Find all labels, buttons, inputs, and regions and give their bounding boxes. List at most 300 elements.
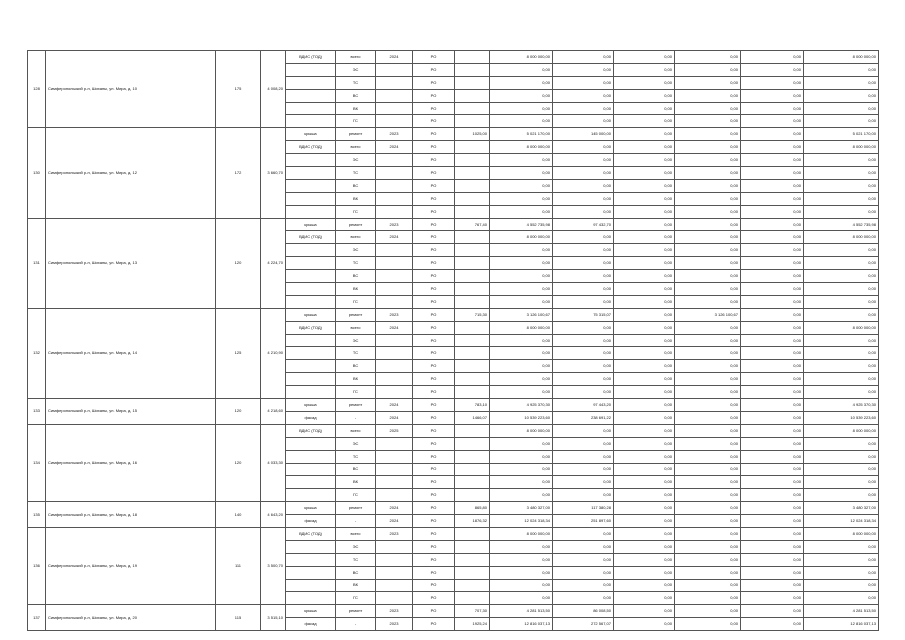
row-cost3-cell: 0,00 <box>675 141 741 154</box>
row-sum-cell: 0,00 <box>804 270 879 283</box>
row-subtype-cell: всего <box>336 321 376 334</box>
row-type-cell <box>286 463 336 476</box>
row-total-cell: 8 000 000,00 <box>490 141 553 154</box>
row-type-cell: фасад <box>286 618 336 631</box>
row-cost4-cell: 0,00 <box>741 360 804 373</box>
row-subtype-cell: ВС <box>336 179 376 192</box>
row-sum-cell: 0,00 <box>804 386 879 399</box>
row-cost2-cell: 0,00 <box>614 592 675 605</box>
row-sum-cell: 0,00 <box>804 167 879 180</box>
row-sum-cell: 0,00 <box>804 463 879 476</box>
row-area-cell: 767,40 <box>455 218 490 231</box>
row-cost1-cell: 0,00 <box>553 373 614 386</box>
row-subtype-cell: ЭС <box>336 334 376 347</box>
row-cost4-cell: 0,00 <box>741 411 804 424</box>
row-year-cell <box>376 450 413 463</box>
row-unit-cell: РО <box>413 463 455 476</box>
record-area: 4 224,70 <box>261 218 286 308</box>
row-total-cell: 3 480 327,00 <box>490 502 553 515</box>
record-count: 120 <box>216 399 261 425</box>
row-sum-cell: 0,00 <box>804 579 879 592</box>
row-cost4-cell: 0,00 <box>741 373 804 386</box>
row-subtype-cell: ВК <box>336 476 376 489</box>
row-subtype-cell: ВК <box>336 579 376 592</box>
row-sum-cell: 0,00 <box>804 192 879 205</box>
row-sum-cell: 0,00 <box>804 179 879 192</box>
row-sum-cell: 12 816 037,13 <box>804 618 879 631</box>
data-table <box>27 50 879 631</box>
row-subtype-cell: - <box>336 515 376 528</box>
record-number: 133 <box>28 399 46 425</box>
row-unit-cell: РО <box>413 244 455 257</box>
row-subtype-cell: всего <box>336 51 376 64</box>
row-area-cell <box>455 553 490 566</box>
row-total-cell: 0,00 <box>490 386 553 399</box>
record-address: Симферопольский р-н, Шиханы, ул. Мира, д. 18 <box>46 502 216 528</box>
row-cost4-cell: 0,00 <box>741 244 804 257</box>
row-type-cell <box>286 476 336 489</box>
record-area: 4 210,90 <box>261 308 286 398</box>
row-cost4-cell: 0,00 <box>741 399 804 412</box>
row-sum-cell: 0,00 <box>804 476 879 489</box>
row-total-cell: 3 126 100,67 <box>490 308 553 321</box>
row-unit-cell: РО <box>413 592 455 605</box>
row-type-cell: фасад <box>286 411 336 424</box>
row-cost1-cell: 0,00 <box>553 386 614 399</box>
row-year-cell <box>376 179 413 192</box>
row-total-cell: 0,00 <box>490 115 553 128</box>
row-year-cell <box>376 386 413 399</box>
row-sum-cell: 0,00 <box>804 334 879 347</box>
row-unit-cell: РО <box>413 411 455 424</box>
record-address: Симферопольский р-н, Шиханы, ул. Мира, д. 14 <box>46 308 216 398</box>
row-cost4-cell: 0,00 <box>741 386 804 399</box>
row-cost3-cell: 0,00 <box>675 179 741 192</box>
row-unit-cell: РО <box>413 115 455 128</box>
row-cost3-cell: 0,00 <box>675 411 741 424</box>
record-count: 115 <box>216 605 261 631</box>
row-type-cell: ВДИС (ТОД) <box>286 51 336 64</box>
row-area-cell <box>455 51 490 64</box>
row-cost1-cell: 0,00 <box>553 489 614 502</box>
row-cost4-cell: 0,00 <box>741 566 804 579</box>
row-cost2-cell: 0,00 <box>614 540 675 553</box>
row-type-cell <box>286 115 336 128</box>
row-cost1-cell: 0,00 <box>553 527 614 540</box>
row-sum-cell: 8 000 000,00 <box>804 527 879 540</box>
row-area-cell <box>455 244 490 257</box>
row-cost1-cell: 0,00 <box>553 192 614 205</box>
row-cost4-cell: 0,00 <box>741 154 804 167</box>
row-unit-cell: РО <box>413 502 455 515</box>
row-area-cell <box>455 63 490 76</box>
row-area-cell: 1925,24 <box>455 618 490 631</box>
row-sum-cell: 0,00 <box>804 592 879 605</box>
row-cost3-cell: 0,00 <box>675 618 741 631</box>
row-year-cell <box>376 115 413 128</box>
row-total-cell: 0,00 <box>490 437 553 450</box>
row-year-cell: 2023 <box>376 218 413 231</box>
row-sum-cell: 0,00 <box>804 244 879 257</box>
row-year-cell: 2024 <box>376 411 413 424</box>
row-unit-cell: РО <box>413 76 455 89</box>
row-unit-cell: РО <box>413 373 455 386</box>
row-subtype-cell: ремонт <box>336 128 376 141</box>
row-cost1-cell: 0,00 <box>553 102 614 115</box>
record-count: 175 <box>216 51 261 128</box>
row-type-cell: крыша <box>286 605 336 618</box>
row-unit-cell: РО <box>413 605 455 618</box>
row-unit-cell: РО <box>413 283 455 296</box>
row-cost2-cell: 0,00 <box>614 502 675 515</box>
row-sum-cell: 0,00 <box>804 489 879 502</box>
row-area-cell <box>455 334 490 347</box>
row-year-cell <box>376 89 413 102</box>
row-subtype-cell: ТС <box>336 347 376 360</box>
row-cost4-cell: 0,00 <box>741 424 804 437</box>
row-subtype-cell: ВС <box>336 566 376 579</box>
row-total-cell: 0,00 <box>490 205 553 218</box>
row-unit-cell: РО <box>413 192 455 205</box>
table-row <box>28 399 879 412</box>
table-row <box>28 308 879 321</box>
row-area-cell <box>455 386 490 399</box>
row-subtype-cell: ГС <box>336 489 376 502</box>
row-total-cell: 0,00 <box>490 540 553 553</box>
row-type-cell: крыша <box>286 308 336 321</box>
row-cost3-cell: 0,00 <box>675 347 741 360</box>
row-sum-cell: 0,00 <box>804 308 879 321</box>
row-cost2-cell: 0,00 <box>614 411 675 424</box>
row-cost1-cell: 0,00 <box>553 553 614 566</box>
row-unit-cell: РО <box>413 295 455 308</box>
row-sum-cell: 0,00 <box>804 63 879 76</box>
row-cost3-cell: 0,00 <box>675 437 741 450</box>
row-year-cell <box>376 192 413 205</box>
row-cost4-cell: 0,00 <box>741 205 804 218</box>
row-cost2-cell: 0,00 <box>614 373 675 386</box>
row-area-cell: 865,80 <box>455 502 490 515</box>
table-row <box>28 527 879 540</box>
row-total-cell: 0,00 <box>490 192 553 205</box>
row-cost1-cell: 0,00 <box>553 450 614 463</box>
row-type-cell: крыша <box>286 218 336 231</box>
row-total-cell: 4 281 513,50 <box>490 605 553 618</box>
row-area-cell <box>455 154 490 167</box>
row-cost4-cell: 0,00 <box>741 515 804 528</box>
row-cost2-cell: 0,00 <box>614 244 675 257</box>
row-total-cell: 0,00 <box>490 592 553 605</box>
row-cost2-cell: 0,00 <box>614 476 675 489</box>
row-subtype-cell: ремонт <box>336 308 376 321</box>
row-cost3-cell: 0,00 <box>675 515 741 528</box>
record-count: 120 <box>216 424 261 501</box>
row-type-cell <box>286 566 336 579</box>
row-area-cell <box>455 463 490 476</box>
row-cost2-cell: 0,00 <box>614 141 675 154</box>
row-subtype-cell: - <box>336 411 376 424</box>
row-subtype-cell: ВК <box>336 192 376 205</box>
row-sum-cell: 0,00 <box>804 283 879 296</box>
row-type-cell <box>286 592 336 605</box>
row-subtype-cell: ГС <box>336 386 376 399</box>
row-cost2-cell: 0,00 <box>614 579 675 592</box>
row-unit-cell: РО <box>413 540 455 553</box>
row-cost3-cell: 0,00 <box>675 192 741 205</box>
row-unit-cell: РО <box>413 360 455 373</box>
row-cost3-cell: 3 126 100,67 <box>675 308 741 321</box>
row-year-cell <box>376 295 413 308</box>
row-year-cell <box>376 244 413 257</box>
row-type-cell <box>286 283 336 296</box>
row-cost4-cell: 0,00 <box>741 167 804 180</box>
row-cost3-cell: 0,00 <box>675 128 741 141</box>
row-cost2-cell: 0,00 <box>614 334 675 347</box>
row-cost1-cell: 0,00 <box>553 476 614 489</box>
row-type-cell <box>286 489 336 502</box>
row-area-cell <box>455 102 490 115</box>
row-total-cell: 0,00 <box>490 373 553 386</box>
row-area-cell <box>455 450 490 463</box>
row-cost2-cell: 0,00 <box>614 231 675 244</box>
row-area-cell <box>455 437 490 450</box>
row-cost3-cell: 0,00 <box>675 76 741 89</box>
row-type-cell <box>286 540 336 553</box>
row-cost4-cell: 0,00 <box>741 89 804 102</box>
row-area-cell <box>455 489 490 502</box>
row-cost3-cell: 0,00 <box>675 527 741 540</box>
row-cost4-cell: 0,00 <box>741 76 804 89</box>
record-address: Симферопольский р-н, Шиханы, ул. Мира, д. 13 <box>46 218 216 308</box>
row-cost1-cell: 0,00 <box>553 179 614 192</box>
row-type-cell: крыша <box>286 502 336 515</box>
row-year-cell: 2023 <box>376 128 413 141</box>
row-cost3-cell: 0,00 <box>675 51 741 64</box>
row-cost1-cell: 75 315,07 <box>553 308 614 321</box>
row-area-cell <box>455 179 490 192</box>
record-area: 3 500,70 <box>261 527 286 604</box>
row-cost3-cell: 0,00 <box>675 463 741 476</box>
row-cost3-cell: 0,00 <box>675 476 741 489</box>
row-cost2-cell: 0,00 <box>614 553 675 566</box>
row-sum-cell: 8 000 000,00 <box>804 321 879 334</box>
row-unit-cell: РО <box>413 308 455 321</box>
row-cost1-cell: 0,00 <box>553 424 614 437</box>
row-cost2-cell: 0,00 <box>614 605 675 618</box>
row-total-cell: 0,00 <box>490 334 553 347</box>
row-year-cell <box>376 334 413 347</box>
row-cost4-cell: 0,00 <box>741 270 804 283</box>
row-unit-cell: РО <box>413 424 455 437</box>
row-cost1-cell: 0,00 <box>553 63 614 76</box>
row-year-cell <box>376 566 413 579</box>
row-cost1-cell: 251 897,60 <box>553 515 614 528</box>
row-subtype-cell: всего <box>336 424 376 437</box>
record-number: 135 <box>28 502 46 528</box>
row-sum-cell: 4 552 735,98 <box>804 218 879 231</box>
row-type-cell <box>286 334 336 347</box>
row-unit-cell: РО <box>413 566 455 579</box>
row-cost3-cell: 0,00 <box>675 270 741 283</box>
row-year-cell <box>376 360 413 373</box>
row-cost2-cell: 0,00 <box>614 386 675 399</box>
row-total-cell: 8 000 000,00 <box>490 424 553 437</box>
row-unit-cell: РО <box>413 386 455 399</box>
row-cost3-cell: 0,00 <box>675 102 741 115</box>
row-total-cell: 12 816 037,13 <box>490 618 553 631</box>
row-type-cell <box>286 347 336 360</box>
row-total-cell: 8 000 000,00 <box>490 321 553 334</box>
row-unit-cell: РО <box>413 231 455 244</box>
row-type-cell: ВДИС (ТОД) <box>286 527 336 540</box>
row-total-cell: 8 000 000,00 <box>490 231 553 244</box>
row-cost4-cell: 0,00 <box>741 579 804 592</box>
record-area: 4 033,30 <box>261 424 286 501</box>
row-area-cell <box>455 167 490 180</box>
row-subtype-cell: ГС <box>336 115 376 128</box>
row-subtype-cell: ВС <box>336 360 376 373</box>
row-cost4-cell: 0,00 <box>741 553 804 566</box>
row-subtype-cell: ВК <box>336 373 376 386</box>
row-subtype-cell: ВС <box>336 463 376 476</box>
row-total-cell: 8 000 000,00 <box>490 527 553 540</box>
record-count: 125 <box>216 308 261 398</box>
row-cost1-cell: 0,00 <box>553 334 614 347</box>
row-unit-cell: РО <box>413 553 455 566</box>
record-number: 136 <box>28 527 46 604</box>
table-row <box>28 502 879 515</box>
row-year-cell: 2024 <box>376 141 413 154</box>
row-cost2-cell: 0,00 <box>614 295 675 308</box>
row-year-cell: 2024 <box>376 502 413 515</box>
row-cost3-cell: 0,00 <box>675 553 741 566</box>
row-area-cell: 783,10 <box>455 399 490 412</box>
row-sum-cell: 0,00 <box>804 89 879 102</box>
row-cost2-cell: 0,00 <box>614 283 675 296</box>
row-area-cell <box>455 373 490 386</box>
row-total-cell: 0,00 <box>490 89 553 102</box>
row-cost1-cell: 0,00 <box>553 76 614 89</box>
row-cost4-cell: 0,00 <box>741 347 804 360</box>
row-area-cell <box>455 231 490 244</box>
row-subtype-cell: ТС <box>336 257 376 270</box>
row-total-cell: 5 021 170,00 <box>490 128 553 141</box>
row-cost3-cell: 0,00 <box>675 89 741 102</box>
row-sum-cell: 0,00 <box>804 566 879 579</box>
row-cost3-cell: 0,00 <box>675 283 741 296</box>
row-cost1-cell: 0,00 <box>553 244 614 257</box>
row-sum-cell: 0,00 <box>804 295 879 308</box>
row-total-cell: 0,00 <box>490 257 553 270</box>
row-sum-cell: 0,00 <box>804 553 879 566</box>
row-unit-cell: РО <box>413 154 455 167</box>
row-total-cell: 4 552 735,98 <box>490 218 553 231</box>
row-cost3-cell: 0,00 <box>675 605 741 618</box>
row-cost4-cell: 0,00 <box>741 618 804 631</box>
row-area-cell <box>455 115 490 128</box>
row-cost2-cell: 0,00 <box>614 192 675 205</box>
row-cost3-cell: 0,00 <box>675 424 741 437</box>
row-unit-cell: РО <box>413 334 455 347</box>
row-total-cell: 0,00 <box>490 154 553 167</box>
row-year-cell <box>376 76 413 89</box>
row-area-cell: 715,30 <box>455 308 490 321</box>
row-cost1-cell: 97 443,20 <box>553 399 614 412</box>
row-cost1-cell: 0,00 <box>553 540 614 553</box>
row-cost2-cell: 0,00 <box>614 257 675 270</box>
row-total-cell: 0,00 <box>490 76 553 89</box>
row-cost2-cell: 0,00 <box>614 399 675 412</box>
row-type-cell <box>286 270 336 283</box>
row-subtype-cell: ЭС <box>336 540 376 553</box>
row-sum-cell: 0,00 <box>804 347 879 360</box>
row-unit-cell: РО <box>413 89 455 102</box>
row-cost4-cell: 0,00 <box>741 218 804 231</box>
record-count: 120 <box>216 218 261 308</box>
row-subtype-cell: ТС <box>336 76 376 89</box>
row-cost3-cell: 0,00 <box>675 231 741 244</box>
row-cost2-cell: 0,00 <box>614 205 675 218</box>
row-area-cell: 1876,32 <box>455 515 490 528</box>
row-subtype-cell: всего <box>336 527 376 540</box>
row-year-cell <box>376 347 413 360</box>
table-row <box>28 424 879 437</box>
row-unit-cell: РО <box>413 515 455 528</box>
row-cost3-cell: 0,00 <box>675 244 741 257</box>
row-area-cell <box>455 141 490 154</box>
row-type-cell <box>286 437 336 450</box>
record-number: 128 <box>28 51 46 128</box>
row-unit-cell: РО <box>413 257 455 270</box>
row-type-cell <box>286 257 336 270</box>
row-cost1-cell: 272 567,07 <box>553 618 614 631</box>
row-subtype-cell: ЭС <box>336 437 376 450</box>
row-cost2-cell: 0,00 <box>614 89 675 102</box>
row-cost2-cell: 0,00 <box>614 76 675 89</box>
row-type-cell <box>286 360 336 373</box>
row-area-cell <box>455 192 490 205</box>
row-cost1-cell: 0,00 <box>553 51 614 64</box>
row-subtype-cell: ТС <box>336 450 376 463</box>
table-row <box>28 51 879 64</box>
row-unit-cell: РО <box>413 102 455 115</box>
row-year-cell: 2023 <box>376 605 413 618</box>
row-sum-cell: 4 925 370,30 <box>804 399 879 412</box>
record-address: Симферопольский р-н, Шиханы, ул. Мира, д. 19 <box>46 527 216 604</box>
row-cost1-cell: 145 000,00 <box>553 128 614 141</box>
row-cost3-cell: 0,00 <box>675 63 741 76</box>
row-cost1-cell: 0,00 <box>553 295 614 308</box>
row-unit-cell: РО <box>413 399 455 412</box>
row-sum-cell: 0,00 <box>804 257 879 270</box>
row-type-cell <box>286 205 336 218</box>
record-address: Симферопольский р-н, Шиханы, ул. Мира, д. 10 <box>46 51 216 128</box>
row-year-cell <box>376 553 413 566</box>
record-count: 172 <box>216 128 261 218</box>
row-cost1-cell: 0,00 <box>553 347 614 360</box>
record-number: 134 <box>28 424 46 501</box>
row-cost2-cell: 0,00 <box>614 463 675 476</box>
row-cost1-cell: 0,00 <box>553 205 614 218</box>
row-cost4-cell: 0,00 <box>741 295 804 308</box>
row-type-cell <box>286 450 336 463</box>
row-year-cell <box>376 167 413 180</box>
row-cost2-cell: 0,00 <box>614 515 675 528</box>
row-sum-cell: 0,00 <box>804 76 879 89</box>
row-cost1-cell: 0,00 <box>553 566 614 579</box>
row-sum-cell: 5 021 170,00 <box>804 128 879 141</box>
record-address: Симферопольский р-н, Шиханы, ул. Мира, д. 15 <box>46 399 216 425</box>
